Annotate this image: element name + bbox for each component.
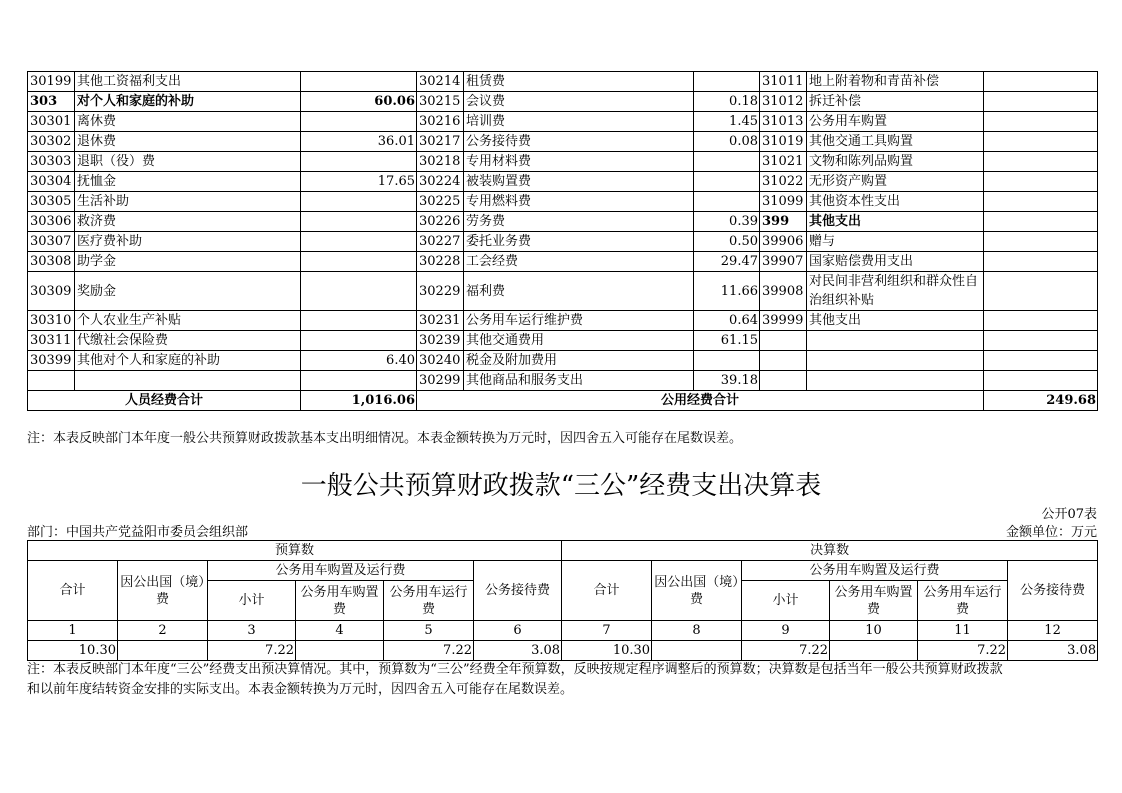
cell-code-a: 30301 bbox=[28, 112, 75, 132]
cell-name-b: 公务接待费 bbox=[464, 132, 694, 152]
cell-name-a: 其他工资福利支出 bbox=[75, 72, 301, 92]
table-row bbox=[28, 92, 1098, 112]
cell-code-b: 30224 bbox=[417, 172, 464, 192]
cell-code-c: 31099 bbox=[760, 192, 807, 212]
final-header: 决算数 bbox=[562, 541, 1098, 561]
cell-code-c: 31022 bbox=[760, 172, 807, 192]
final-abroad-header: 因公出国（境）费 bbox=[652, 561, 742, 621]
cell-amount-b: 0.18 bbox=[694, 92, 760, 112]
budget-reception-header: 公务接待费 bbox=[474, 561, 562, 621]
cell-name-c bbox=[807, 351, 984, 371]
cell-amount-c bbox=[984, 112, 1098, 132]
cell-amount-c bbox=[984, 351, 1098, 371]
cell-amount-a bbox=[301, 192, 417, 212]
cell-name-a: 生活补助 bbox=[75, 192, 301, 212]
table-row bbox=[28, 132, 1098, 152]
cell-code-c: 31019 bbox=[760, 132, 807, 152]
cell-code-a: 30308 bbox=[28, 252, 75, 272]
cell-code-a: 30309 bbox=[28, 272, 75, 311]
value-cell bbox=[118, 641, 208, 661]
cell-name-a: 奖励金 bbox=[75, 272, 301, 311]
cell-amount-c bbox=[984, 92, 1098, 112]
cell-name-b: 培训费 bbox=[464, 112, 694, 132]
cell-name-b: 专用燃料费 bbox=[464, 192, 694, 212]
cell-amount-b: 0.08 bbox=[694, 132, 760, 152]
cell-name-b: 其他交通费用 bbox=[464, 331, 694, 351]
column-number: 5 bbox=[384, 621, 474, 641]
value-cell: 7.22 bbox=[742, 641, 830, 661]
cell-code-a: 30311 bbox=[28, 331, 75, 351]
budget-subtotal-header: 小计 bbox=[208, 581, 296, 621]
cell-amount-b: 61.15 bbox=[694, 331, 760, 351]
value-cell: 3.08 bbox=[474, 641, 562, 661]
cell-name-a bbox=[75, 371, 301, 391]
three-public-expenses-table bbox=[27, 540, 1098, 661]
cell-amount-a bbox=[301, 72, 417, 92]
cell-amount-c bbox=[984, 132, 1098, 152]
table-row bbox=[28, 331, 1098, 351]
personnel-total-label: 人员经费合计 bbox=[28, 391, 301, 411]
cell-amount-b: 0.39 bbox=[694, 212, 760, 232]
cell-code-b: 30214 bbox=[417, 72, 464, 92]
header-row-2 bbox=[28, 561, 1098, 581]
values-row bbox=[28, 641, 1098, 661]
cell-amount-a bbox=[301, 112, 417, 132]
cell-name-a: 个人农业生产补贴 bbox=[75, 311, 301, 331]
value-cell: 10.30 bbox=[562, 641, 652, 661]
cell-name-c bbox=[807, 371, 984, 391]
public-total-label: 公用经费合计 bbox=[417, 391, 984, 411]
table-row bbox=[28, 232, 1098, 252]
cell-amount-a bbox=[301, 331, 417, 351]
page-title: 一般公共预算财政拨款“三公”经费支出决算表 bbox=[300, 471, 822, 501]
cell-code-b: 30226 bbox=[417, 212, 464, 232]
cell-name-a: 退职（役）费 bbox=[75, 152, 301, 172]
cell-amount-c bbox=[984, 272, 1098, 311]
cell-code-c bbox=[760, 371, 807, 391]
cell-name-b: 税金及附加费用 bbox=[464, 351, 694, 371]
column-number: 12 bbox=[1008, 621, 1098, 641]
cell-name-a: 医疗费补助 bbox=[75, 232, 301, 252]
column-number: 10 bbox=[830, 621, 918, 641]
cell-name-c: 国家赔偿费用支出 bbox=[807, 252, 984, 272]
cell-amount-c bbox=[984, 311, 1098, 331]
cell-amount-b: 11.66 bbox=[694, 272, 760, 311]
budget-operation-header: 公务用车运行费 bbox=[384, 581, 474, 621]
cell-code-a: 30303 bbox=[28, 152, 75, 172]
cell-code-a: 30399 bbox=[28, 351, 75, 371]
department-label: 部门：中国共产党益阳市委员会组织部 bbox=[27, 525, 249, 540]
budget-header: 预算数 bbox=[28, 541, 562, 561]
final-subtotal-header: 小计 bbox=[742, 581, 830, 621]
cell-name-a: 离休费 bbox=[75, 112, 301, 132]
cell-name-b: 劳务费 bbox=[464, 212, 694, 232]
cell-code-a: 30305 bbox=[28, 192, 75, 212]
cell-amount-a bbox=[301, 311, 417, 331]
table-row bbox=[28, 172, 1098, 192]
cell-code-b: 30215 bbox=[417, 92, 464, 112]
table-row bbox=[28, 152, 1098, 172]
final-operation-header: 公务用车运行费 bbox=[918, 581, 1008, 621]
cell-code-b: 30239 bbox=[417, 331, 464, 351]
budget-vehicle-header: 公务用车购置及运行费 bbox=[208, 561, 474, 581]
cell-amount-a bbox=[301, 371, 417, 391]
cell-code-b: 30216 bbox=[417, 112, 464, 132]
cell-name-c: 其他支出 bbox=[807, 212, 984, 232]
value-cell: 3.08 bbox=[1008, 641, 1098, 661]
cell-name-b: 被装购置费 bbox=[464, 172, 694, 192]
cell-name-c: 文物和陈列品购置 bbox=[807, 152, 984, 172]
cell-code-a: 30302 bbox=[28, 132, 75, 152]
cell-code-c: 31021 bbox=[760, 152, 807, 172]
cell-code-b: 30228 bbox=[417, 252, 464, 272]
cell-name-c: 无形资产购置 bbox=[807, 172, 984, 192]
cell-name-b: 会议费 bbox=[464, 92, 694, 112]
table-code: 公开07表 bbox=[1041, 507, 1097, 522]
table2-note-line-1: 注：本表反映部门本年度“三公”经费支出预决算情况。其中，预算数为“三公”经费全年预算数，反映按规定程序调整后的预算数；决算数是包括当年一般公共预算财政拨款 bbox=[27, 662, 1003, 677]
cell-amount-a bbox=[301, 152, 417, 172]
cell-code-c bbox=[760, 351, 807, 371]
cell-amount-b: 29.47 bbox=[694, 252, 760, 272]
table-row bbox=[28, 272, 1098, 311]
cell-code-b: 30225 bbox=[417, 192, 464, 212]
cell-code-a: 30304 bbox=[28, 172, 75, 192]
cell-name-b: 工会经费 bbox=[464, 252, 694, 272]
cell-amount-a: 17.65 bbox=[301, 172, 417, 192]
cell-code-a: 30199 bbox=[28, 72, 75, 92]
column-number: 3 bbox=[208, 621, 296, 641]
cell-name-a: 其他对个人和家庭的补助 bbox=[75, 351, 301, 371]
cell-code-c: 39906 bbox=[760, 232, 807, 252]
table-row bbox=[28, 351, 1098, 371]
cell-amount-b: 1.45 bbox=[694, 112, 760, 132]
cell-code-a: 303 bbox=[28, 92, 75, 112]
cell-name-b: 委托业务费 bbox=[464, 232, 694, 252]
totals-row bbox=[28, 391, 1098, 411]
cell-amount-b: 39.18 bbox=[694, 371, 760, 391]
cell-name-a: 助学金 bbox=[75, 252, 301, 272]
cell-name-c: 赠与 bbox=[807, 232, 984, 252]
column-number: 11 bbox=[918, 621, 1008, 641]
cell-amount-c bbox=[984, 192, 1098, 212]
cell-code-c: 39907 bbox=[760, 252, 807, 272]
cell-amount-c bbox=[984, 172, 1098, 192]
column-number-row bbox=[28, 621, 1098, 641]
cell-amount-c bbox=[984, 252, 1098, 272]
final-reception-header: 公务接待费 bbox=[1008, 561, 1098, 621]
cell-code-c: 39908 bbox=[760, 272, 807, 311]
column-number: 9 bbox=[742, 621, 830, 641]
cell-code-c: 31012 bbox=[760, 92, 807, 112]
value-cell: 7.22 bbox=[384, 641, 474, 661]
cell-amount-b bbox=[694, 172, 760, 192]
cell-code-b: 30217 bbox=[417, 132, 464, 152]
cell-amount-c bbox=[984, 331, 1098, 351]
cell-amount-c bbox=[984, 152, 1098, 172]
cell-code-a: 30306 bbox=[28, 212, 75, 232]
cell-name-a: 救济费 bbox=[75, 212, 301, 232]
cell-name-b: 租赁费 bbox=[464, 72, 694, 92]
cell-name-a: 对个人和家庭的补助 bbox=[75, 92, 301, 112]
cell-amount-b: 0.50 bbox=[694, 232, 760, 252]
column-number: 6 bbox=[474, 621, 562, 641]
table-row bbox=[28, 311, 1098, 331]
cell-code-c: 31011 bbox=[760, 72, 807, 92]
cell-amount-c bbox=[984, 371, 1098, 391]
cell-code-c: 31013 bbox=[760, 112, 807, 132]
budget-total-header: 合计 bbox=[28, 561, 118, 621]
cell-code-b: 30231 bbox=[417, 311, 464, 331]
table-row bbox=[28, 112, 1098, 132]
personnel-total-value: 1,016.06 bbox=[301, 391, 417, 411]
public-total-value: 249.68 bbox=[984, 391, 1098, 411]
cell-code-a: 30307 bbox=[28, 232, 75, 252]
value-cell bbox=[652, 641, 742, 661]
cell-name-b: 公务用车运行维护费 bbox=[464, 311, 694, 331]
cell-amount-c bbox=[984, 232, 1098, 252]
final-total-header: 合计 bbox=[562, 561, 652, 621]
final-purchase-header: 公务用车购置费 bbox=[830, 581, 918, 621]
table-row bbox=[28, 212, 1098, 232]
column-number: 4 bbox=[296, 621, 384, 641]
cell-amount-a: 60.06 bbox=[301, 92, 417, 112]
cell-name-c: 拆迁补偿 bbox=[807, 92, 984, 112]
column-number: 1 bbox=[28, 621, 118, 641]
cell-code-b: 30240 bbox=[417, 351, 464, 371]
cell-name-c bbox=[807, 331, 984, 351]
cell-amount-b bbox=[694, 351, 760, 371]
cell-name-c: 其他资本性支出 bbox=[807, 192, 984, 212]
table-row bbox=[28, 252, 1098, 272]
cell-name-a: 抚恤金 bbox=[75, 172, 301, 192]
cell-amount-a bbox=[301, 252, 417, 272]
column-number: 7 bbox=[562, 621, 652, 641]
unit-label: 金额单位：万元 bbox=[1005, 525, 1097, 540]
cell-name-c: 公务用车购置 bbox=[807, 112, 984, 132]
cell-code-c bbox=[760, 331, 807, 351]
cell-code-b: 30229 bbox=[417, 272, 464, 311]
final-vehicle-header: 公务用车购置及运行费 bbox=[742, 561, 1008, 581]
cell-amount-c bbox=[984, 72, 1098, 92]
cell-code-a: 30310 bbox=[28, 311, 75, 331]
cell-name-b: 福利费 bbox=[464, 272, 694, 311]
header-row-1 bbox=[28, 541, 1098, 561]
cell-code-b: 30218 bbox=[417, 152, 464, 172]
cell-code-b: 30299 bbox=[417, 371, 464, 391]
cell-amount-b bbox=[694, 152, 760, 172]
table2-note-line-2: 和以前年度结转资金安排的实际支出。本表金额转换为万元时，因四舍五入可能存在尾数误差。 bbox=[27, 682, 574, 697]
cell-name-c: 其他交通工具购置 bbox=[807, 132, 984, 152]
budget-purchase-header: 公务用车购置费 bbox=[296, 581, 384, 621]
cell-name-c: 地上附着物和青苗补偿 bbox=[807, 72, 984, 92]
cell-code-c: 399 bbox=[760, 212, 807, 232]
value-cell bbox=[830, 641, 918, 661]
cell-amount-b: 0.64 bbox=[694, 311, 760, 331]
cell-code-b: 30227 bbox=[417, 232, 464, 252]
table-row bbox=[28, 72, 1098, 92]
cell-amount-c bbox=[984, 212, 1098, 232]
cell-code-a bbox=[28, 371, 75, 391]
cell-name-b: 专用材料费 bbox=[464, 152, 694, 172]
cell-name-a: 代缴社会保险费 bbox=[75, 331, 301, 351]
table-row bbox=[28, 371, 1098, 391]
cell-name-a: 退休费 bbox=[75, 132, 301, 152]
cell-name-b: 其他商品和服务支出 bbox=[464, 371, 694, 391]
table-row bbox=[28, 192, 1098, 212]
cell-name-c: 其他支出 bbox=[807, 311, 984, 331]
value-cell: 10.30 bbox=[28, 641, 118, 661]
column-number: 2 bbox=[118, 621, 208, 641]
column-number: 8 bbox=[652, 621, 742, 641]
cell-amount-a bbox=[301, 272, 417, 311]
cell-amount-b bbox=[694, 192, 760, 212]
basic-expenditure-table bbox=[27, 71, 1098, 411]
cell-amount-a bbox=[301, 212, 417, 232]
value-cell: 7.22 bbox=[918, 641, 1008, 661]
cell-amount-a: 36.01 bbox=[301, 132, 417, 152]
cell-amount-b bbox=[694, 72, 760, 92]
table1-note: 注：本表反映部门本年度一般公共预算财政拨款基本支出明细情况。本表金额转换为万元时，因四舍五入可能存在尾数误差。 bbox=[27, 431, 743, 446]
cell-amount-a: 6.40 bbox=[301, 351, 417, 371]
cell-code-c: 39999 bbox=[760, 311, 807, 331]
cell-amount-a bbox=[301, 232, 417, 252]
cell-name-c: 对民间非营利组织和群众性自治组织补贴 bbox=[807, 272, 984, 311]
value-cell bbox=[296, 641, 384, 661]
value-cell: 7.22 bbox=[208, 641, 296, 661]
budget-abroad-header: 因公出国（境）费 bbox=[118, 561, 208, 621]
